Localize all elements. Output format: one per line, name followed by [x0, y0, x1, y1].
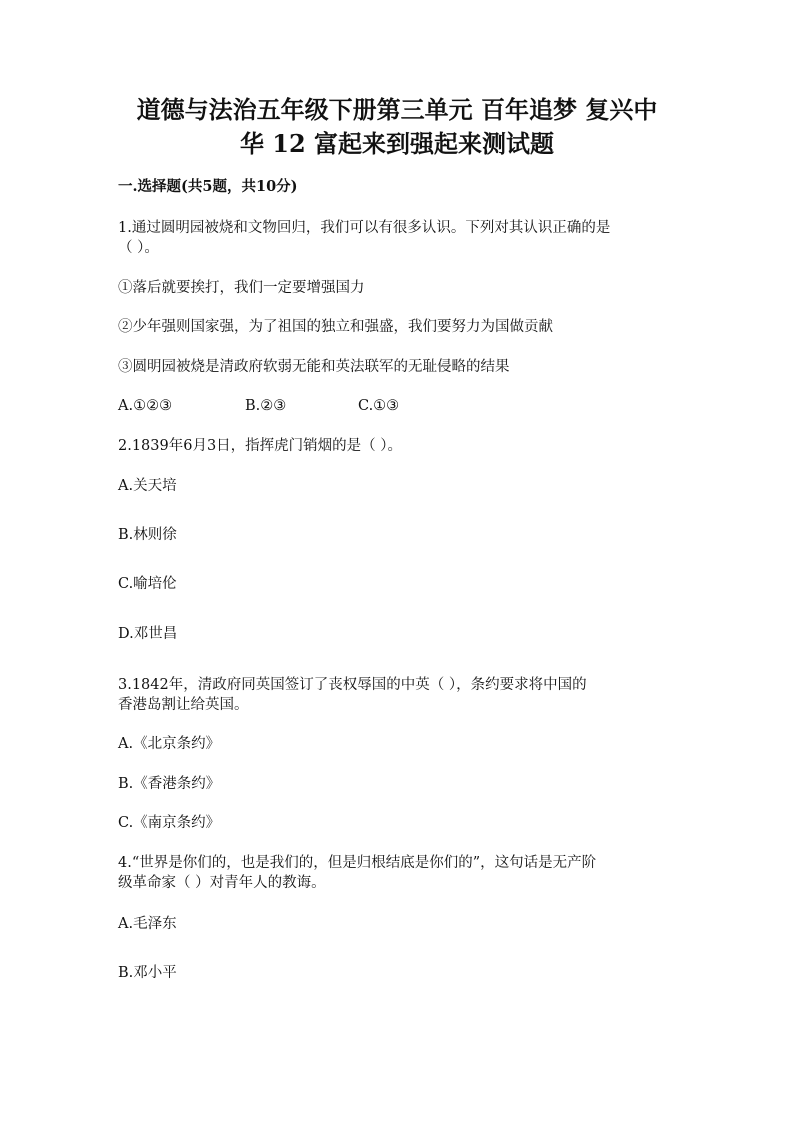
question-1-option-c[interactable]: C.①③	[358, 398, 400, 414]
question-3-stem-line-2: 香港岛割让给英国。	[118, 697, 249, 713]
question-1-option-b[interactable]: B.②③	[245, 398, 287, 414]
question-3-stem-line-1: 3.1842年，清政府同英国签订了丧权辱国的中英（ ），条约要求将中国的	[118, 677, 587, 693]
question-2-option-b[interactable]: B.林则徐	[118, 527, 177, 543]
question-2-option-c[interactable]: C.喻培伦	[118, 576, 177, 592]
question-2-option-a[interactable]: A.关天培	[118, 478, 177, 494]
question-3-option-c[interactable]: C.《南京条约》	[118, 815, 221, 831]
question-3-option-a[interactable]: A.《北京条约》	[118, 736, 221, 752]
question-3-option-b[interactable]: B.《香港条约》	[118, 776, 221, 792]
question-1-statement-3: ③圆明园被烧是清政府软弱无能和英法联军的无耻侵略的结果	[118, 359, 510, 375]
document-title-line-1: 道德与法治五年级下册第三单元 百年追梦 复兴中	[136, 95, 658, 124]
question-4-option-a[interactable]: A.毛泽东	[118, 916, 177, 932]
question-4-option-b[interactable]: B.邓小平	[118, 965, 177, 981]
document-title-line-2: 华 12 富起来到强起来测试题	[239, 129, 555, 158]
section-heading: 一.选择题(共5题，共10分)	[118, 178, 298, 195]
question-4-stem-line-1: 4.“世界是你们的，也是我们的，但是归根结底是你们的”，这句话是无产阶	[118, 855, 597, 871]
question-1-statement-2: ②少年强则国家强，为了祖国的独立和强盛，我们要努力为国做贡献	[118, 319, 553, 335]
question-1-statement-1: ①落后就要挨打，我们一定要增强国力	[118, 280, 365, 296]
question-1-option-a[interactable]: A.①②③	[118, 398, 173, 414]
question-2-stem: 2.1839年6月3日，指挥虎门销烟的是（ ）。	[118, 438, 403, 454]
question-1-options	[118, 396, 678, 416]
question-4-stem-line-2: 级革命家（ ）对青年人的教诲。	[118, 875, 326, 891]
question-1-stem-line-1: 1.通过圆明园被烧和文物回归，我们可以有很多认识。下列对其认识正确的是	[118, 220, 611, 236]
question-1-stem-line-2: （ ）。	[118, 240, 159, 256]
question-2-option-d[interactable]: D.邓世昌	[118, 626, 178, 642]
